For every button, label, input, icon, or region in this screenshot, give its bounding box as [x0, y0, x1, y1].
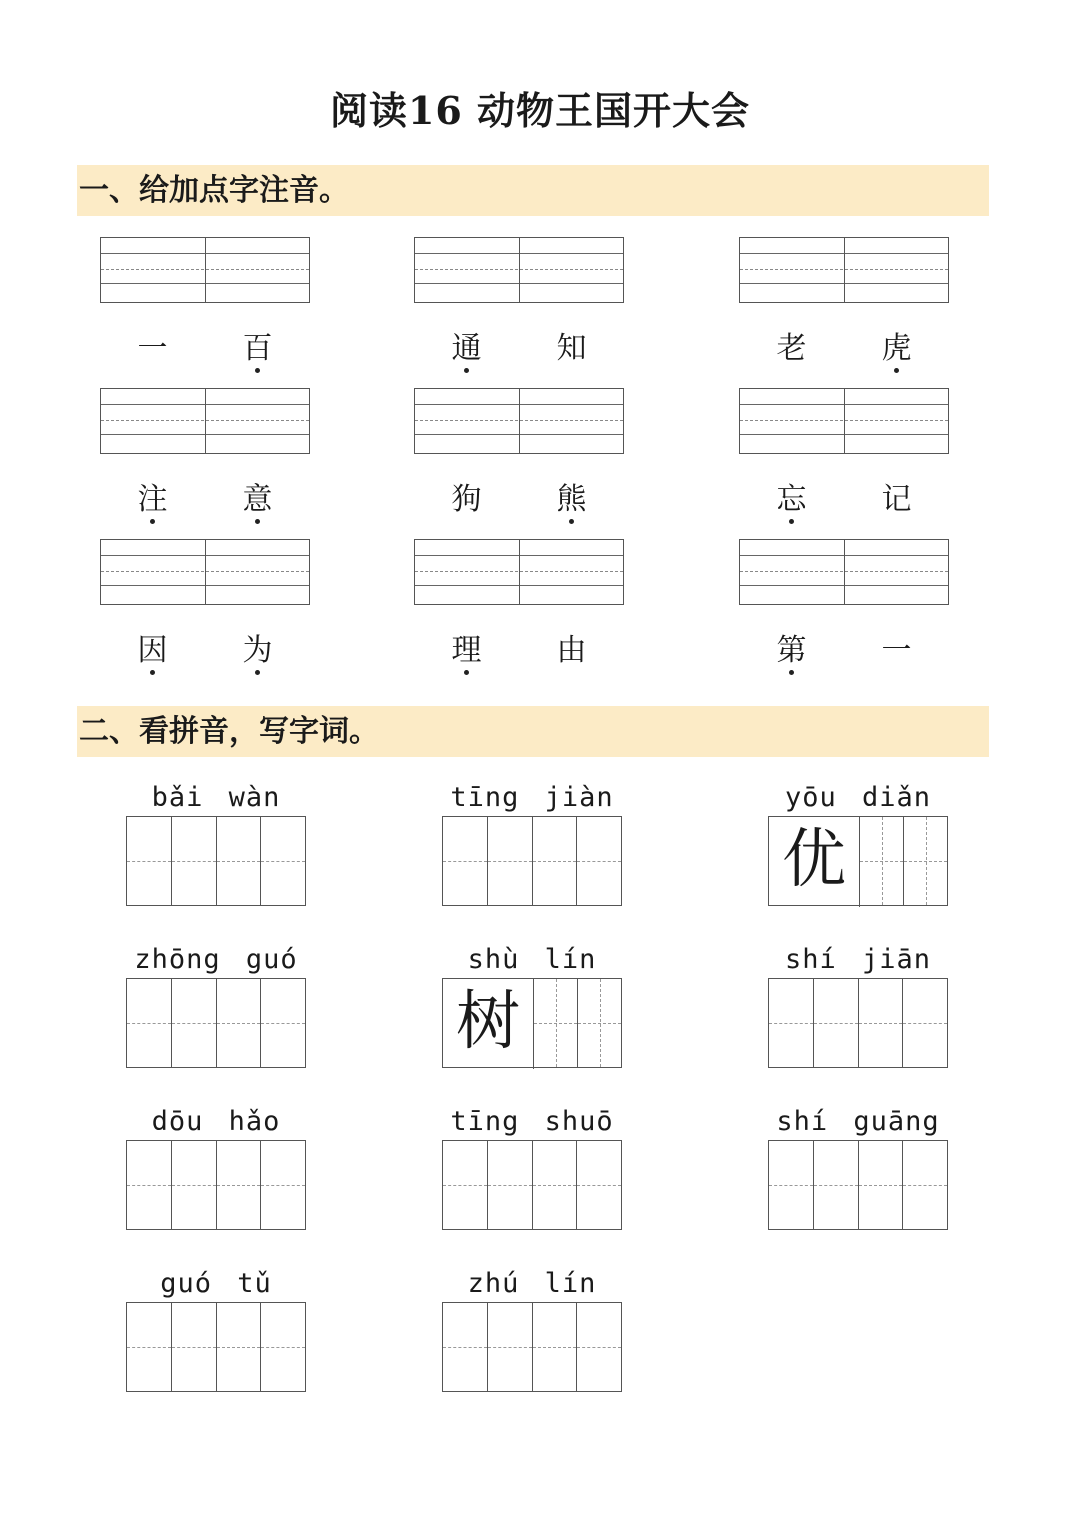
character-cell[interactable] — [488, 1303, 533, 1391]
character-cell[interactable] — [217, 1141, 262, 1229]
character-cell[interactable] — [769, 1141, 814, 1229]
character: 因 — [138, 625, 168, 669]
character: 一 — [881, 633, 912, 668]
character: 熊 — [557, 474, 587, 518]
word — [100, 474, 310, 518]
emphasis-dot — [464, 670, 469, 675]
character-cell[interactable] — [217, 817, 262, 905]
pinyin-item — [100, 539, 310, 668]
character-cell[interactable] — [127, 1141, 172, 1229]
character: 记 — [881, 482, 912, 517]
character: 第 — [777, 625, 807, 669]
character-grid[interactable] — [768, 816, 948, 906]
character-cell[interactable] — [172, 979, 217, 1067]
character-cell[interactable] — [769, 817, 860, 907]
character-cell[interactable] — [261, 979, 305, 1067]
pinyin-writing-box[interactable] — [414, 388, 624, 454]
character-cell[interactable] — [904, 817, 947, 905]
character-cell[interactable] — [217, 979, 262, 1067]
emphasis-dot — [569, 519, 574, 524]
word — [414, 474, 624, 518]
writing-item — [126, 1104, 306, 1230]
character: 注 — [138, 474, 168, 518]
pinyin-writing-box[interactable] — [100, 388, 310, 454]
word — [100, 323, 310, 367]
character-cell[interactable] — [814, 979, 859, 1067]
pinyin-label: tīng shuō — [450, 1106, 614, 1137]
writing-item — [442, 780, 622, 906]
character-cell[interactable] — [533, 1141, 578, 1229]
pinyin-writing-box[interactable] — [739, 388, 949, 454]
character: 狗 — [451, 482, 482, 517]
word — [739, 625, 949, 669]
character-cell[interactable] — [127, 979, 172, 1067]
pinyin-writing-box[interactable] — [100, 539, 310, 605]
writing-item — [126, 942, 306, 1068]
character-cell[interactable] — [443, 979, 534, 1069]
page-title: 阅读16 动物王国开大会 — [329, 88, 751, 133]
writing-item — [126, 780, 306, 906]
character-cell[interactable] — [859, 1141, 904, 1229]
character-grid[interactable] — [126, 1302, 306, 1392]
filled-character: 优 — [782, 823, 846, 897]
word — [414, 323, 624, 367]
pinyin-writing-box[interactable] — [414, 237, 624, 303]
character-cell[interactable] — [533, 1303, 578, 1391]
character-grid[interactable] — [126, 1140, 306, 1230]
character-cell[interactable] — [860, 817, 904, 905]
writing-item — [768, 1104, 948, 1230]
character-cell[interactable] — [814, 1141, 859, 1229]
word — [100, 625, 310, 669]
character: 知 — [556, 331, 587, 366]
character-cell[interactable] — [533, 817, 578, 905]
pinyin-label: shí guāng — [776, 1106, 940, 1137]
character: 一 — [137, 331, 168, 366]
character: 意 — [243, 474, 273, 518]
section-2-heading: 二、看拼音，写字词。 — [77, 706, 989, 757]
pinyin-label: dōu hǎo — [151, 1106, 281, 1137]
emphasis-dot — [789, 670, 794, 675]
character: 忘 — [777, 474, 807, 518]
character-grid[interactable] — [442, 1302, 622, 1392]
character-grid[interactable] — [442, 816, 622, 906]
character-cell[interactable] — [261, 1303, 305, 1391]
emphasis-dot — [150, 670, 155, 675]
character-cell[interactable] — [903, 979, 947, 1067]
pinyin-item — [414, 539, 624, 668]
pinyin-label: zhú lín — [467, 1268, 597, 1299]
emphasis-dot — [150, 519, 155, 524]
character: 由 — [556, 633, 587, 668]
emphasis-dot — [464, 368, 469, 373]
pinyin-label: tīng jiàn — [450, 782, 614, 813]
character-cell[interactable] — [172, 1303, 217, 1391]
pinyin-label: guó tǔ — [160, 1268, 272, 1299]
character-cell[interactable] — [577, 1303, 621, 1391]
character-grid[interactable] — [768, 978, 948, 1068]
pinyin-writing-box[interactable] — [100, 237, 310, 303]
character-cell[interactable] — [172, 817, 217, 905]
pinyin-writing-box[interactable] — [739, 237, 949, 303]
character-cell[interactable] — [443, 817, 488, 905]
character: 通 — [452, 323, 482, 367]
pinyin-item — [100, 388, 310, 517]
character-cell[interactable] — [443, 1303, 488, 1391]
emphasis-dot — [894, 368, 899, 373]
pinyin-item — [414, 388, 624, 517]
emphasis-dot — [255, 670, 260, 675]
character-grid[interactable] — [442, 1140, 622, 1230]
pinyin-label: bǎi wàn — [151, 782, 281, 813]
writing-item — [768, 780, 948, 906]
character-cell[interactable] — [903, 1141, 947, 1229]
pinyin-label: shù lín — [467, 944, 597, 975]
character-grid[interactable] — [442, 978, 622, 1068]
character-cell[interactable] — [261, 817, 305, 905]
character: 为 — [243, 625, 273, 669]
character: 虎 — [882, 323, 912, 367]
character-cell[interactable] — [534, 979, 578, 1067]
character-grid[interactable] — [768, 1140, 948, 1230]
character-grid[interactable] — [126, 978, 306, 1068]
character: 老 — [776, 331, 807, 366]
pinyin-item — [739, 388, 949, 517]
pinyin-item — [739, 237, 949, 366]
word — [739, 323, 949, 367]
character-cell[interactable] — [578, 979, 621, 1067]
writing-item — [126, 1266, 306, 1392]
character-cell[interactable] — [127, 817, 172, 905]
character: 理 — [452, 625, 482, 669]
character-cell[interactable] — [217, 1303, 262, 1391]
character-grid[interactable] — [126, 816, 306, 906]
writing-item — [442, 1104, 622, 1230]
pinyin-writing-box[interactable] — [739, 539, 949, 605]
pinyin-label: zhōng guó — [134, 944, 298, 975]
pinyin-item — [414, 237, 624, 366]
pinyin-label: shí jiān — [784, 944, 932, 975]
character-cell[interactable] — [261, 1141, 305, 1229]
emphasis-dot — [255, 519, 260, 524]
writing-item — [768, 942, 948, 1068]
character-cell[interactable] — [859, 979, 904, 1067]
character-cell[interactable] — [488, 1141, 533, 1229]
pinyin-writing-box[interactable] — [414, 539, 624, 605]
character: 百 — [243, 323, 273, 367]
character-cell[interactable] — [577, 817, 621, 905]
character-cell[interactable] — [443, 1141, 488, 1229]
pinyin-item — [739, 539, 949, 668]
pinyin-label: yōu diǎn — [784, 782, 932, 813]
word — [739, 474, 949, 518]
section-1-heading: 一、给加点字注音。 — [77, 165, 989, 216]
character-cell[interactable] — [488, 817, 533, 905]
emphasis-dot — [789, 519, 794, 524]
writing-item — [442, 1266, 622, 1392]
writing-item — [442, 942, 622, 1068]
character-cell[interactable] — [577, 1141, 621, 1229]
character-cell[interactable] — [769, 979, 814, 1067]
pinyin-item — [100, 237, 310, 366]
filled-character: 树 — [456, 985, 520, 1059]
character-cell[interactable] — [172, 1141, 217, 1229]
emphasis-dot — [255, 368, 260, 373]
word — [414, 625, 624, 669]
character-cell[interactable] — [127, 1303, 172, 1391]
